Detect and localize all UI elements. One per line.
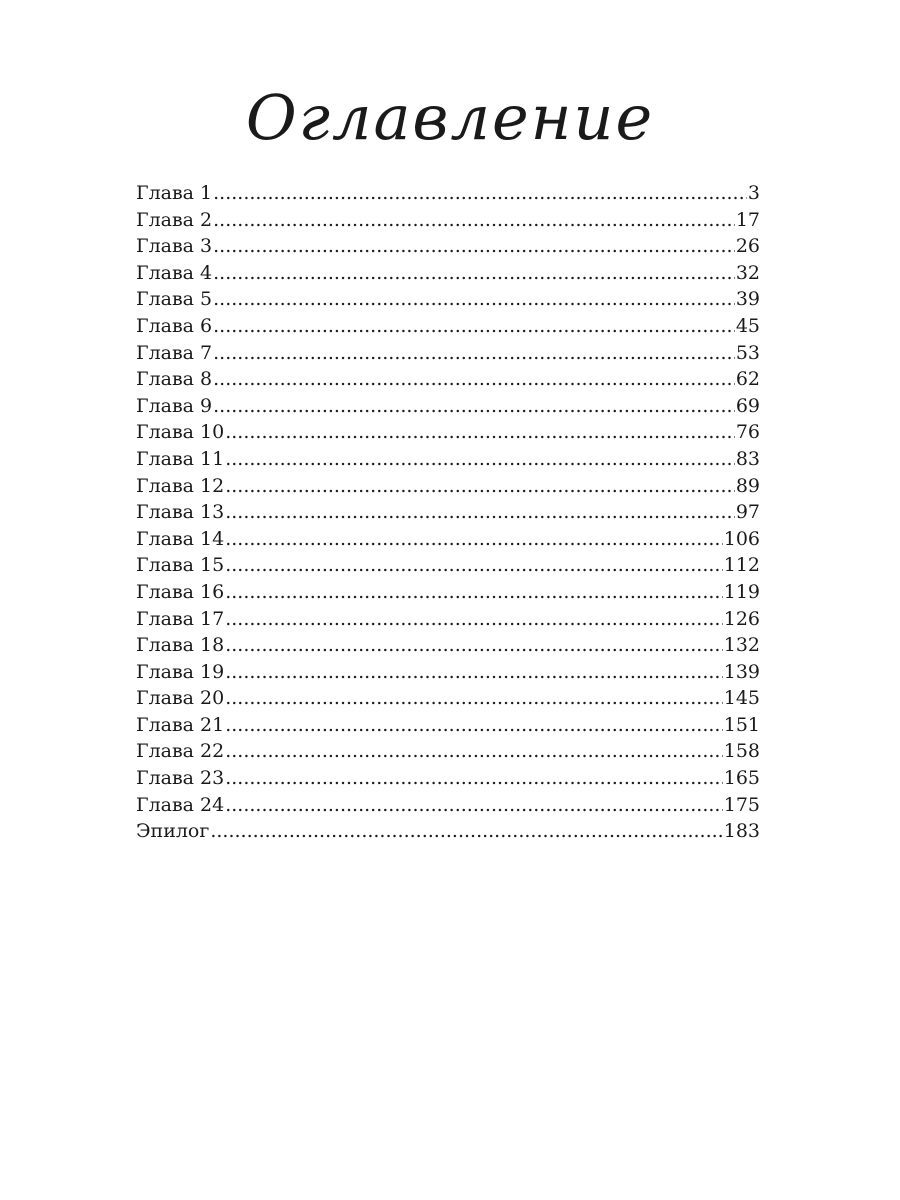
toc-entry-label: Глава 14 [136, 527, 225, 550]
toc-entry-page-number: 45 [735, 314, 760, 337]
toc-entry [136, 818, 760, 845]
toc-entry [136, 446, 760, 473]
toc-entry [136, 552, 760, 579]
toc-entry-label: Глава 17 [136, 607, 225, 630]
toc-entry [136, 606, 760, 633]
toc-dot-leader [225, 738, 723, 765]
toc-entry [136, 473, 760, 500]
toc-entry-label: Глава 7 [136, 341, 213, 364]
toc-entry-label: Глава 16 [136, 580, 225, 603]
toc-entry-page-number: 89 [735, 474, 760, 497]
toc-entry [136, 738, 760, 765]
toc-entry-page-number: 53 [735, 341, 760, 364]
toc-entry-page-number: 83 [735, 447, 760, 470]
toc-entry-label: Глава 15 [136, 554, 225, 577]
toc-entry-label: Глава 11 [136, 447, 225, 470]
toc-entry [136, 286, 760, 313]
toc-entry-label: Глава 9 [136, 394, 213, 417]
toc-entry-page-number: 139 [723, 660, 760, 683]
toc-entry [136, 526, 760, 553]
toc-dot-leader [213, 286, 735, 313]
toc-dot-leader [225, 659, 723, 686]
toc-dot-leader [225, 765, 723, 792]
toc-entry-page-number: 183 [723, 820, 760, 843]
toc-entry-label: Глава 21 [136, 713, 225, 736]
toc-entry [136, 340, 760, 367]
toc-entry-page-number: 97 [735, 501, 760, 524]
toc-entry-page-number: 158 [723, 740, 760, 763]
toc-entry-page-number: 26 [735, 235, 760, 258]
toc-entry [136, 180, 760, 207]
toc-entry [136, 712, 760, 739]
toc-entry-label: Глава 23 [136, 767, 225, 790]
toc-entry [136, 313, 760, 340]
toc-dot-leader [213, 207, 735, 234]
toc-dot-leader [225, 526, 723, 553]
toc-entry [136, 792, 760, 819]
toc-entry-label: Глава 13 [136, 501, 225, 524]
toc-entry [136, 659, 760, 686]
toc-dot-leader [225, 446, 735, 473]
toc-dot-leader [225, 606, 723, 633]
toc-entry [136, 393, 760, 420]
toc-dot-leader [225, 685, 723, 712]
toc-entry-page-number: 165 [723, 767, 760, 790]
toc-entry-label: Глава 6 [136, 314, 213, 337]
toc-dot-leader [213, 180, 747, 207]
toc-entry [136, 632, 760, 659]
toc-dot-leader [225, 552, 723, 579]
toc-entry-page-number: 17 [735, 208, 760, 231]
toc-entry [136, 765, 760, 792]
toc-entry-page-number: 119 [723, 580, 760, 603]
toc-entry-label: Глава 1 [136, 182, 213, 204]
toc-entry [136, 260, 760, 287]
toc-dot-leader [213, 393, 735, 420]
toc-entry-page-number: 112 [723, 554, 760, 577]
toc-entry-page-number: 39 [735, 288, 760, 311]
toc-dot-leader [225, 579, 723, 606]
toc-entry [136, 366, 760, 393]
toc-entry-page-number: 32 [735, 261, 760, 284]
toc-dot-leader [213, 313, 735, 340]
toc-entry-page-number: 151 [723, 713, 760, 736]
toc-entry-label: Глава 2 [136, 208, 213, 231]
toc-entry-page-number: 3 [747, 182, 760, 204]
toc-entry-label: Глава 3 [136, 235, 213, 258]
toc-entry-page-number: 132 [723, 634, 760, 657]
toc-dot-leader [225, 712, 723, 739]
toc-entry-label: Глава 4 [136, 261, 213, 284]
toc-entry-page-number: 175 [723, 793, 760, 816]
toc-entry-label: Глава 12 [136, 474, 225, 497]
toc-entry-label: Глава 10 [136, 421, 225, 444]
toc-entry-label: Глава 18 [136, 634, 225, 657]
toc-dot-leader [225, 473, 735, 500]
toc-dot-leader [225, 632, 723, 659]
toc-dot-leader [213, 260, 735, 287]
toc-entry-page-number: 106 [723, 527, 760, 550]
toc-entry-page-number: 126 [723, 607, 760, 630]
toc-entry-label: Глава 5 [136, 288, 213, 311]
toc-dot-leader [213, 340, 735, 367]
toc-dot-leader [213, 233, 735, 260]
toc-entry-page-number: 76 [735, 421, 760, 444]
toc-entry [136, 207, 760, 234]
toc-dot-leader [213, 366, 735, 393]
toc-title: Оглавление [245, 81, 655, 154]
toc-list [136, 180, 760, 845]
toc-dot-leader [225, 419, 735, 446]
toc-entry-label: Глава 20 [136, 687, 225, 710]
toc-entry [136, 685, 760, 712]
toc-entry-label: Глава 19 [136, 660, 225, 683]
toc-entry [136, 579, 760, 606]
toc-dot-leader [225, 792, 723, 819]
toc-dot-leader [225, 499, 735, 526]
toc-entry [136, 419, 760, 446]
toc-entry-label: Глава 8 [136, 368, 213, 391]
toc-entry [136, 233, 760, 260]
toc-dot-leader [210, 818, 722, 845]
toc-entry-label: Эпилог [136, 820, 210, 843]
toc-entry-label: Глава 24 [136, 793, 225, 816]
toc-entry-page-number: 145 [723, 687, 760, 710]
toc-entry-label: Глава 22 [136, 740, 225, 763]
toc-entry [136, 499, 760, 526]
toc-entry-page-number: 69 [735, 394, 760, 417]
toc-entry-page-number: 62 [735, 368, 760, 391]
